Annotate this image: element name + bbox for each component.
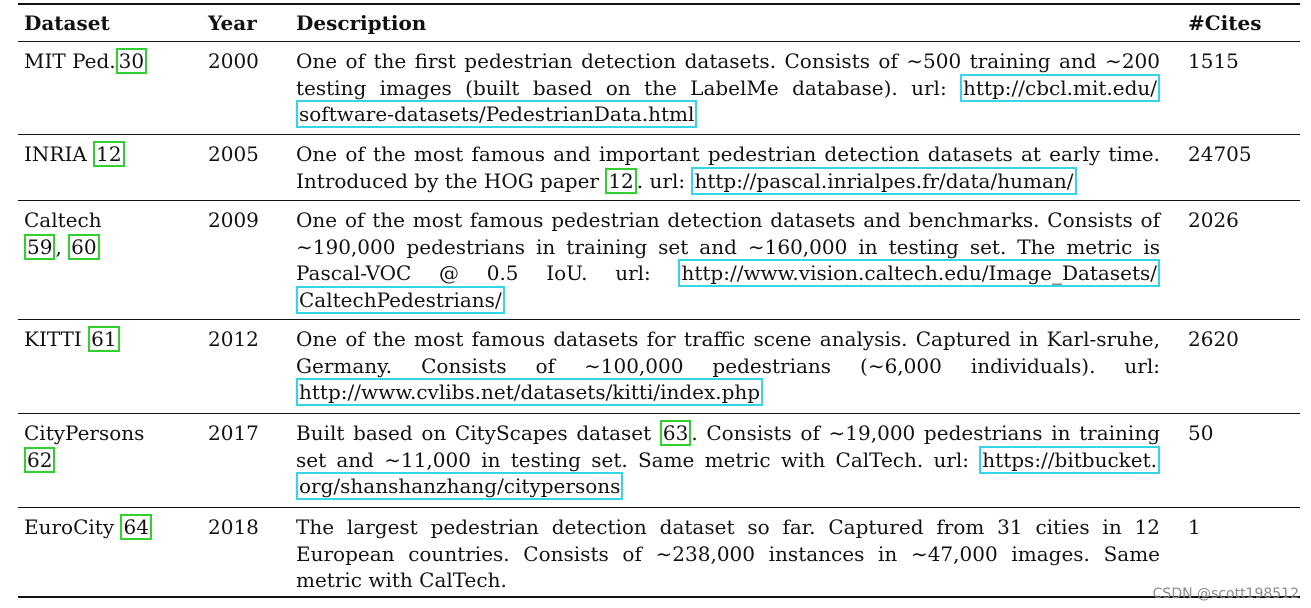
year-cell: 2005 (208, 142, 259, 166)
table-header-row (18, 5, 1300, 41)
citation-link[interactable]: 62 (24, 447, 55, 473)
citation-link[interactable]: 12 (93, 141, 124, 167)
description-text: One of the most famous pedestrian detection datasets and benchmarks. Consists of ∼190,000 pedestrians in training set and ∼160,000 in testing set. The metric is Pascal-VOC @ 0.5 IoU. url: (296, 208, 1160, 285)
url-link[interactable]: http://www.cvlibs.net/datasets/kitti/index.php (296, 378, 763, 406)
citation-link[interactable]: 63 (660, 420, 691, 446)
year-cell: 2000 (208, 49, 259, 73)
dataset-name-cell (18, 326, 208, 353)
description-text: The largest pedestrian detection dataset so far. Captured from 31 cities in 12 European countries. Consists of ∼238,000 instances in ∼47,000 images. Same metric with CalTech. (296, 515, 1160, 592)
description-cell (296, 420, 1160, 500)
description-text: . url: (636, 168, 686, 193)
dataset-name-cell (18, 514, 208, 541)
table-row (18, 42, 1300, 134)
header-description: Description (296, 11, 427, 35)
cites-cell: 24705 (1188, 142, 1252, 166)
description-cell (296, 141, 1160, 194)
header-cites: #Cites (1188, 11, 1262, 35)
url-link[interactable]: http://cbcl.mit.edu/ (960, 74, 1160, 102)
url-link[interactable]: http://www.vision.caltech.edu/Image_Datasets/ (678, 259, 1160, 287)
cites-cell: 50 (1188, 421, 1214, 445)
dataset-name: INRIA (24, 142, 87, 166)
description-cell (296, 514, 1160, 594)
url-link[interactable]: CaltechPedestrians/ (296, 286, 505, 314)
cites-cell: 1515 (1188, 49, 1239, 73)
table-row (18, 320, 1300, 413)
description-cell (296, 326, 1160, 406)
dataset-name-cell (18, 141, 208, 168)
cites-cell: 2026 (1188, 208, 1239, 232)
dataset-name-cell (18, 420, 208, 473)
description-text: One of the most famous datasets for traffic scene analysis. Captured in Karl-sruhe, Germany. Consists of ∼100,000 pedestrians (∼6,000 individuals). url: (296, 327, 1160, 378)
citation-link[interactable]: 64 (120, 514, 151, 540)
dataset-name: KITTI (24, 327, 82, 351)
dataset-name: Caltech (24, 208, 102, 232)
description-text: . Consists of ∼19,000 pedestrians in training set and ∼11,000 in testing set. Same metric with CalTech. url: (296, 421, 1161, 472)
cites-cell: 1 (1188, 515, 1201, 539)
watermark-text: CSDN @scott198512 (1152, 586, 1299, 602)
dataset-name-cell: Caltech 59 , 60 (24, 208, 102, 259)
datasets-table (18, 0, 1300, 598)
dataset-name: CityPersons (24, 421, 145, 445)
citation-link[interactable]: 61 (88, 326, 119, 352)
table-row (18, 135, 1300, 200)
citation-link[interactable]: 60 (68, 234, 99, 260)
table-row (18, 414, 1300, 507)
dataset-name: MIT Ped. (24, 49, 116, 73)
url-link[interactable]: software-datasets/PedestrianData.html (296, 100, 697, 128)
description-text: One of the first pedestrian detection datasets. Consists of ∼500 training and ∼200 testing images (built based on the LabelMe database). url: (296, 49, 1160, 100)
description-cell (296, 207, 1160, 313)
description-text: Built based on CityScapes dataset (296, 421, 652, 445)
url-link[interactable]: org/shanshanzhang/citypersons (296, 472, 623, 500)
header-dataset: Dataset (24, 11, 110, 35)
url-link[interactable]: https://bitbucket. (979, 446, 1160, 474)
dataset-name-cell (18, 48, 208, 75)
table-row (18, 201, 1300, 319)
citation-link[interactable]: 59 (24, 234, 55, 260)
year-cell: 2012 (208, 327, 259, 351)
description-text: One of the most famous and important pedestrian detection datasets at early time. Introduced by the HOG paper (296, 142, 1160, 193)
citation-link[interactable]: 30 (116, 48, 147, 74)
table-bottom-rule (18, 596, 1300, 598)
citation-link[interactable]: 12 (605, 168, 636, 194)
description-cell (296, 48, 1160, 128)
year-cell: 2009 (208, 208, 259, 232)
year-cell: 2017 (208, 421, 259, 445)
dataset-name: EuroCity (24, 515, 115, 539)
cites-cell: 2620 (1188, 327, 1239, 351)
header-year: Year (208, 11, 257, 35)
url-link[interactable]: http://pascal.inrialpes.fr/data/human/ (691, 167, 1076, 195)
year-cell: 2018 (208, 515, 259, 539)
table-row (18, 508, 1300, 596)
